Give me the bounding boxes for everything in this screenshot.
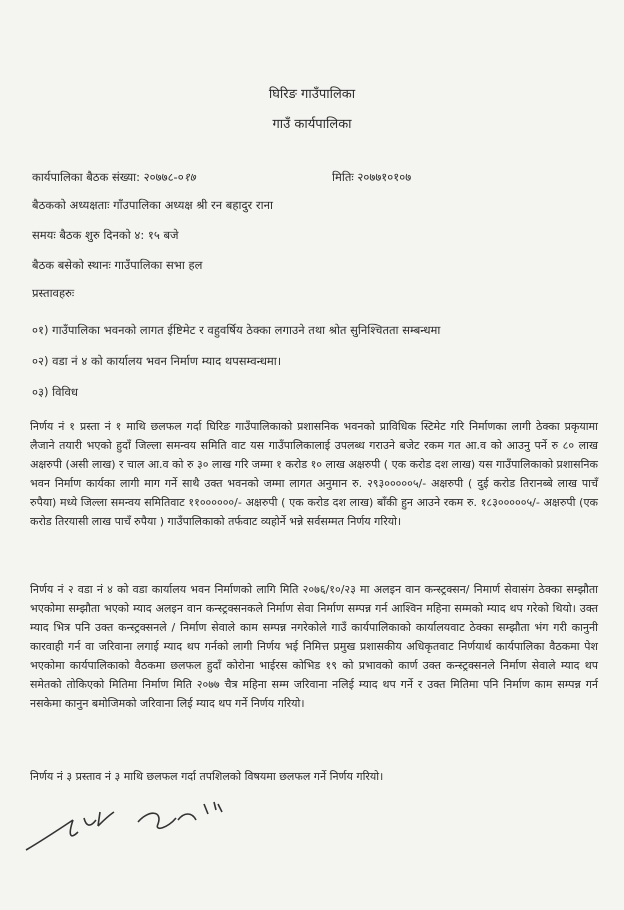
- signatures: [18, 790, 278, 870]
- decision-paragraph: निर्णय नं २ वडा नं ४ को वडा कार्यालय भवन निर्माणको लागि मिति २०७६/१०/२३ मा अलइन वान कन्स्ट्रक्सन/ निमार्ण सेवासंग ठेक्का सम्झौता भएकोमा सम्झौता भएको म्याद अलइन वान कन्स्ट्रक्सनकले निर्माण सेवा निर्माण सम्पन्न गर्न आश्विन महिना सम्मको म्याद थप गरेको थियो। उक्त म्याद भित्र पनि उक्त कन्स्ट्रक्सनले / निर्माण सेवाले काम सम्पन्न नगरेकोले गाउँ कार्यपालिकाको कार्यालयवाट ठेक्का सम्झौता भंग गरी कानुनी कारवाही गर्न वा जरिवाना लगाई म्याद थप गर्नको लागी निर्णय भई निमित्त प्रमुख प्रशासकीय अधिकृतवाट निर्णयार्थ कार्यपालिका वैठकमा पेश भएकोमा कार्यपालिकाको वैठकमा छलफल हुदाँ कोरोना भाईरस कोभिड १९ को प्रभावको कार्ण उक्त कन्स्ट्रक्सनले निर्माण सेवाले म्याद थप समेतको तोकिएको मितिमा निर्माण मिति २०७७ चैत्र महिना सम्म जरिवाना नलिई म्याद थप गर्ने र उक्त मितिमा पनि निर्माण काम सम्पन्न गर्न नसकेमा कानुन बमोजिमको जरिवाना लिई म्याद थप गर्ने निर्णय गरियो।: [30, 583, 598, 710]
- decision-paragraph: निर्णय नं १ प्रस्ता नं १ माथि छलफल गर्दा घिरिङ गाउँपालिकाको प्रशासनिक भवनको प्राविधिक स्टिमेट गरि निर्माणका लागी ठेक्का प्रकृयामा लैजाने तयारी भएको हुदाँ जिल्ला समन्वय समिति वाट यस गाउँपालिकालाई उपलब्ध गराउने बजेट रकम गत आ.व को आउनु पर्ने रु ८० लाख अक्षरुपी (असी लाख) र चाल आ.व को रु ३० लाख गरि जम्मा १ करोड १० लाख अक्षरुपी ( एक करोड दश लाख) यस गाउँपालिकाको प्रशासनिक भवन निर्माण कार्यका लागी माग गर्ने साथै उक्त भवनको जम्मा लागत अनुमान रु. २९३०००००५/- अक्षरुपी ( दुई करोड तिरानब्बे लाख पाचँ रुपैया) मध्ये जिल्ला समन्वय समितिवाट ११००००००/- अक्षरुपी ( एक करोड दश लाख) बाँकी हुन आउने रकम रु. १८३०००००५/- अक्षरुपी (एक करोड तिरयासी लाख पाचँ रुपैया ) गाउँपालिकाको तर्फवाट व्यहोर्ने भन्ने सर्वसम्मत निर्णय गरियो।: [30, 420, 598, 528]
- time-value: बैठक शुरु दिनको ४: १५ बजे: [59, 228, 179, 242]
- time-label: समयः: [32, 228, 56, 242]
- chair-label: बैठकको अध्यक्षताः: [32, 198, 110, 212]
- meeting-chair: [32, 198, 273, 213]
- venue-label: बैठक बसेको स्थानः: [32, 258, 111, 272]
- date-value: २०७७१०१०७: [357, 170, 412, 184]
- meeting-number-value: २०७७८-०: [143, 170, 184, 184]
- meeting-number-handwritten: १७: [183, 170, 196, 184]
- chair-value: गाँउपालिका अध्यक्ष श्री रन बहादुर राना: [113, 198, 273, 212]
- proposal-item: ०२) वडा नं ४ को कार्यालय भवन निर्माण म्याद थपसम्वन्धमा।: [32, 354, 282, 368]
- proposal-item: ०१) गाउँपालिका भवनको लागत ईष्टिमेट र वहुवर्षिय ठेक्का लगाउने तथा श्रोत सुनिश्चितता सम्बन्धमा: [32, 323, 441, 337]
- proposal-item: ०३) विविध: [32, 385, 78, 399]
- date-label: मितिः: [332, 170, 354, 184]
- meeting-venue: [32, 258, 202, 273]
- proposals-heading: प्रस्तावहरुः: [32, 286, 75, 300]
- org-name: घिरिङ गाउँपालिका: [268, 87, 356, 102]
- meeting-number-label: कार्यपालिका बैठक संख्या:: [32, 170, 140, 184]
- meeting-time: [32, 228, 179, 243]
- meeting-date: [332, 170, 411, 185]
- decision-paragraph: निर्णय नं ३ प्रस्ताव नं ३ माथि छलफल गर्दा तपशिलको विषयमा छलफल गर्ने निर्णय गरियो।: [30, 770, 384, 783]
- office-name: गाउँ कार्यपालिका: [272, 117, 352, 132]
- meeting-number: [32, 170, 196, 185]
- venue-value: गाउँपालिका सभा हल: [114, 258, 203, 272]
